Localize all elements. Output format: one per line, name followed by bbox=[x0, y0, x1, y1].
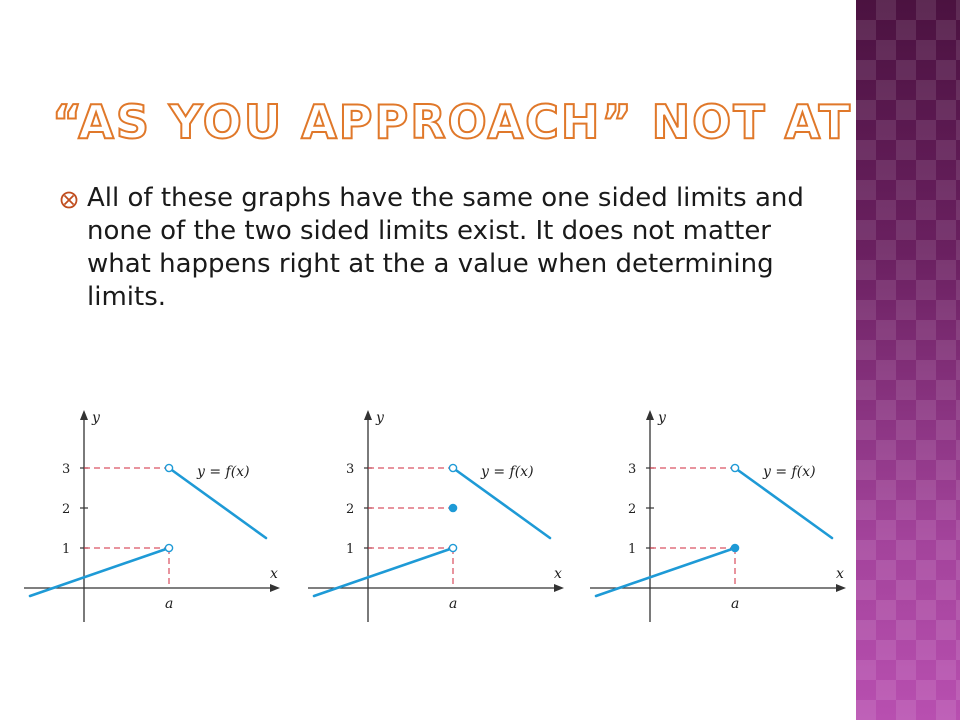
slide-title: “AS YOU APPROACH” NOT AT bbox=[52, 95, 853, 149]
curve-left-branch bbox=[314, 548, 453, 596]
x-axis-label: x bbox=[836, 566, 844, 582]
y-axis-label: y bbox=[92, 410, 100, 426]
a-label: a bbox=[449, 596, 458, 612]
y-axis-label: y bbox=[658, 410, 666, 426]
y-tick-label: 1 bbox=[62, 542, 71, 557]
endpoint-y3 bbox=[731, 464, 738, 471]
y-tick-label: 3 bbox=[62, 462, 71, 477]
y-tick-label: 3 bbox=[628, 462, 637, 477]
endpoint-y3 bbox=[449, 464, 456, 471]
y-tick-label: 2 bbox=[346, 502, 355, 517]
bullet-text: All of these graphs have the same one sided limits and none of the two sided limits exist. It does not matter what happens right at the a value when determining limits. bbox=[87, 183, 804, 312]
x-axis-label: x bbox=[270, 566, 278, 582]
function-label: y = f(x) bbox=[197, 464, 250, 480]
y-axis-arrow bbox=[80, 410, 88, 420]
endpoint-y1 bbox=[731, 544, 738, 551]
circled-cross-icon bbox=[60, 191, 78, 209]
x-axis-arrow bbox=[554, 584, 564, 592]
function-label: y = f(x) bbox=[763, 464, 816, 480]
y-tick-label: 2 bbox=[628, 502, 637, 517]
y-axis-label: y bbox=[376, 410, 384, 426]
graph-1-svg bbox=[24, 400, 304, 630]
y-tick-label: 3 bbox=[346, 462, 355, 477]
function-label: y = f(x) bbox=[481, 464, 534, 480]
y-tick-label: 1 bbox=[628, 542, 637, 557]
y-tick-label: 1 bbox=[346, 542, 355, 557]
graph-2 bbox=[308, 400, 588, 630]
graph-3-svg bbox=[590, 400, 870, 630]
point-y2 bbox=[449, 504, 456, 511]
endpoint-y3 bbox=[165, 464, 172, 471]
graph-1 bbox=[24, 400, 304, 630]
x-axis-arrow bbox=[836, 584, 846, 592]
endpoint-y1 bbox=[449, 544, 456, 551]
curve-left-branch bbox=[596, 548, 735, 596]
endpoint-y1 bbox=[165, 544, 172, 551]
y-axis-arrow bbox=[364, 410, 372, 420]
graph-2-svg bbox=[308, 400, 588, 630]
y-tick-label: 2 bbox=[62, 502, 71, 517]
x-axis-arrow bbox=[270, 584, 280, 592]
x-axis-label: x bbox=[554, 566, 562, 582]
decorative-side-band bbox=[856, 0, 960, 720]
curve-left-branch bbox=[30, 548, 169, 596]
graph-3 bbox=[590, 400, 870, 630]
a-label: a bbox=[731, 596, 740, 612]
y-axis-arrow bbox=[646, 410, 654, 420]
a-label: a bbox=[165, 596, 174, 612]
